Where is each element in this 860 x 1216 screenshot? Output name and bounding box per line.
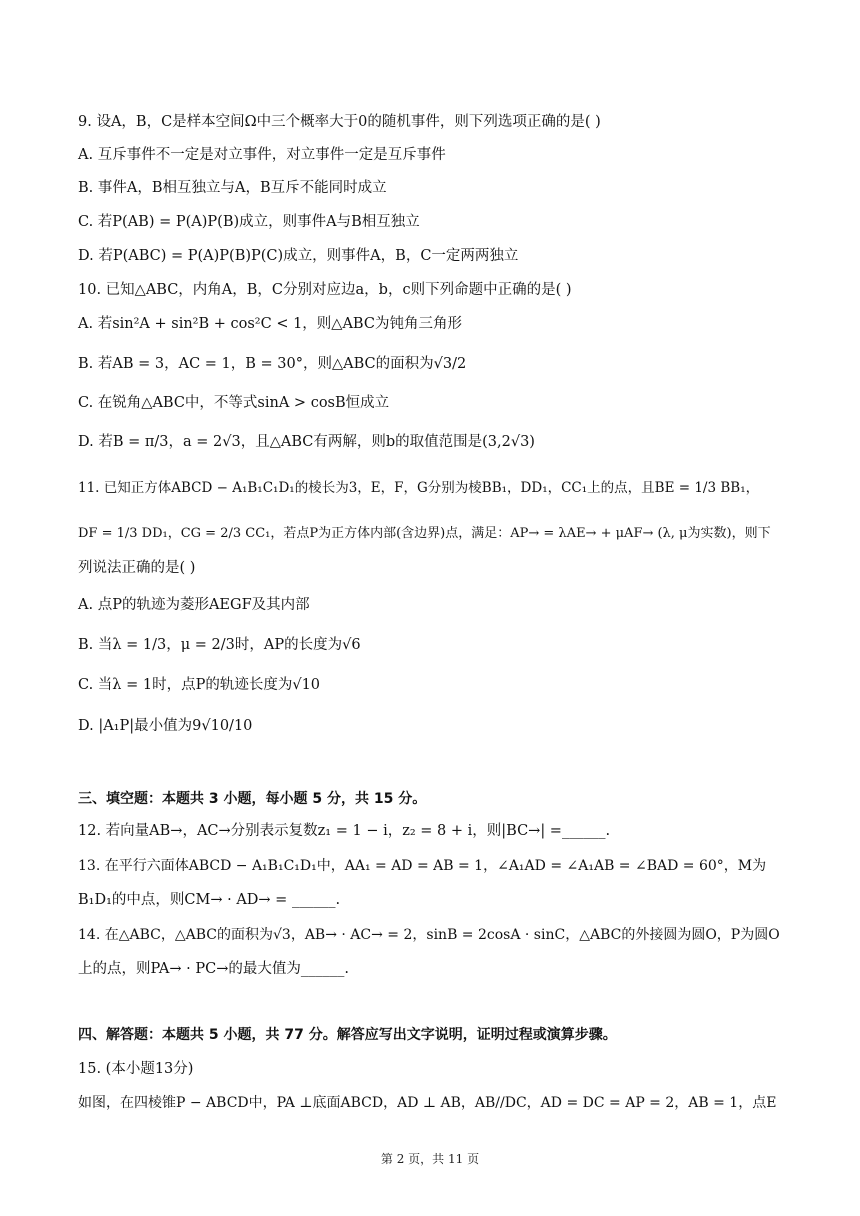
q9-option-c: C. 若P(AB) = P(A)P(B)成立，则事件A与B相互独立 bbox=[78, 214, 420, 230]
q10-option-b: B. 若AB = 3，AC = 1，B = 30°，则△ABC的面积为√3/2 bbox=[78, 356, 467, 372]
q14-line2: 上的点，则PA→ · PC→的最大值为______. bbox=[78, 961, 349, 977]
q11-option-a: A. 点P的轨迹为菱形AEGF及其内部 bbox=[78, 597, 310, 613]
q13-line1: 13. 在平行六面体ABCD − A₁B₁C₁D₁中，AA₁ = AD = AB = 1，∠A₁AD = ∠A₁AB = ∠BAD = 60°，M为 bbox=[78, 858, 767, 874]
q10-option-c: C. 在锐角△ABC中，不等式sinA > cosB恒成立 bbox=[78, 395, 390, 411]
q11-option-b: B. 当λ = 1/3，μ = 2/3时，AP的长度为√6 bbox=[78, 637, 361, 653]
q13-line2: B₁D₁的中点，则CM→ · AD→ = ______. bbox=[78, 892, 341, 908]
q9-option-d: D. 若P(ABC) = P(A)P(B)P(C)成立，则事件A，B，C一定两两独立 bbox=[78, 248, 519, 264]
q9-option-a: A. 互斥事件不一定是对立事件，对立事件一定是互斥事件 bbox=[78, 147, 446, 163]
q10-option-a: A. 若sin²A + sin²B + cos²C < 1，则△ABC为钝角三角形 bbox=[78, 316, 462, 332]
q15-title: 15. (本小题13分) bbox=[78, 1061, 194, 1077]
q11-option-d: D. |A₁P|最小值为9√10/10 bbox=[78, 718, 253, 734]
q11-stem-line3: 列说法正确的是( ) bbox=[78, 560, 196, 576]
q9-option-b: B. 事件A，B相互独立与A，B互斥不能同时成立 bbox=[78, 180, 387, 196]
page-footer: 第 2 页，共 11 页 bbox=[380, 1152, 480, 1166]
q14-line1: 14. 在△ABC，△ABC的面积为√3，AB→ · AC→ = 2，sinB = 2cosA · sinC，△ABC的外接圆为圆O，P为圆O bbox=[78, 927, 780, 943]
q11-stem-line2: DF = 1/3 DD₁，CG = 2/3 CC₁，若点P为正方体内部(含边界)点，满足：AP→ = λAE→ + μAF→ (λ, μ为实数)，则下 bbox=[78, 526, 771, 541]
q9-stem: 9. 设A，B，C是样本空间Ω中三个概率大于0的随机事件，则下列选项正确的是( ) bbox=[78, 114, 601, 130]
q15-stem: 如图，在四棱锥P − ABCD中，PA ⊥底面ABCD，AD ⊥ AB，AB//DC，AD = DC = AP = 2，AB = 1，点E bbox=[78, 1095, 777, 1111]
section-solution-heading: 四、解答题：本题共 5 小题，共 77 分。解答应写出文字说明，证明过程或演算步骤。 bbox=[78, 1027, 617, 1043]
q12: 12. 若向量AB→，AC→分别表示复数z₁ = 1 − i，z₂ = 8 + i，则|BC→| =______. bbox=[78, 823, 611, 839]
q11-stem-line1: 11. 已知正方体ABCD − A₁B₁C₁D₁的棱长为3，E，F，G分别为棱BB₁，DD₁，CC₁上的点，且BE = 1/3 BB₁， bbox=[78, 480, 760, 496]
q10-stem: 10. 已知△ABC，内角A，B，C分别对应边a，b，c则下列命题中正确的是( ) bbox=[78, 282, 572, 298]
q10-option-d: D. 若B = π/3，a = 2√3，且△ABC有两解，则b的取值范围是(3,2√3) bbox=[78, 434, 535, 450]
q11-option-c: C. 当λ = 1时，点P的轨迹长度为√10 bbox=[78, 677, 321, 693]
section-fill-in-heading: 三、填空题：本题共 3 小题，每小题 5 分，共 15 分。 bbox=[78, 791, 427, 807]
